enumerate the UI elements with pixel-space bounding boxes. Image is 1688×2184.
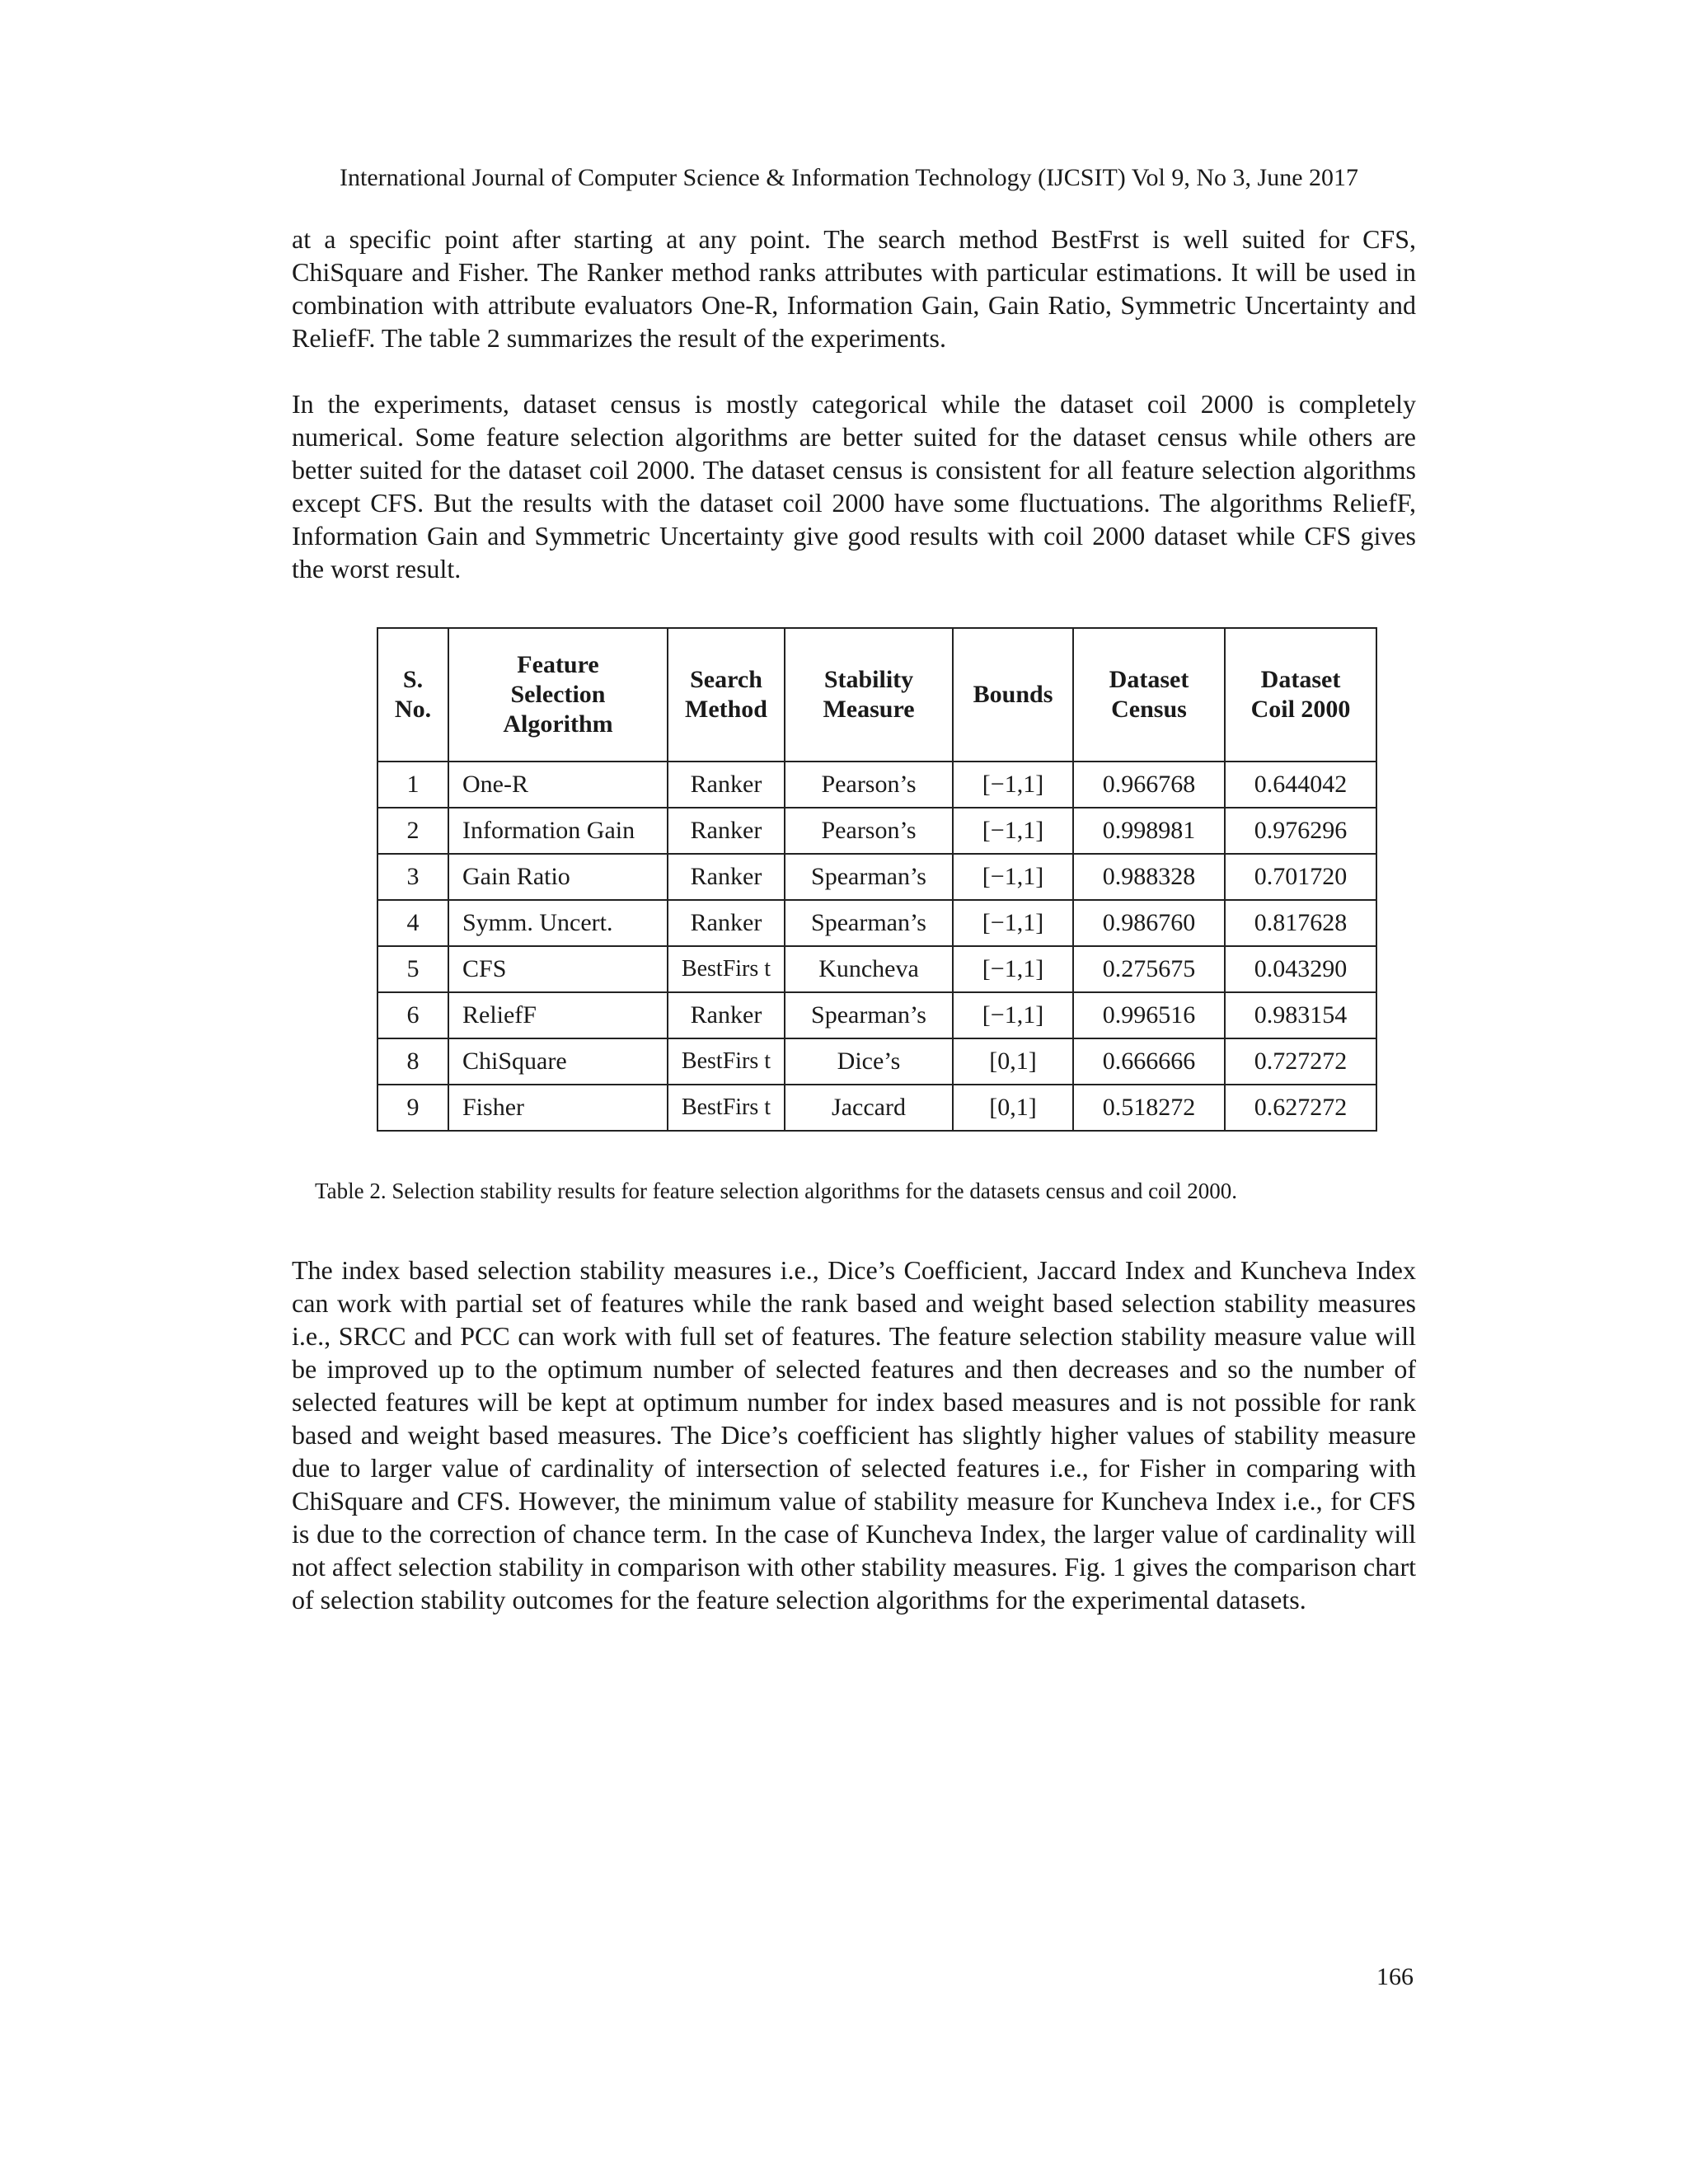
cell-bounds: [−1,1] (953, 808, 1073, 854)
cell-sno: 3 (377, 854, 448, 900)
cell-census: 0.518272 (1073, 1085, 1225, 1131)
cell-sno: 1 (377, 762, 448, 808)
cell-bounds: [0,1] (953, 1085, 1073, 1131)
cell-bounds: [−1,1] (953, 992, 1073, 1038)
cell-stability-measure: Spearman’s (785, 854, 953, 900)
cell-stability-measure: Spearman’s (785, 992, 953, 1038)
table-row (377, 808, 1376, 854)
cell-census: 0.996516 (1073, 992, 1225, 1038)
table-row (377, 900, 1376, 946)
cell-census: 0.986760 (1073, 900, 1225, 946)
cell-search-method: Ranker (668, 808, 785, 854)
cell-coil: 0.727272 (1225, 1038, 1376, 1085)
paragraph-search-methods: at a specific point after starting at any point. The search method BestFrst is well suited for CFS, ChiSquare and Fisher. The Ranker method ranks attributes with particular estimations. It will be used in combination with attribute evaluators One-R, Information Gain, Gain Ratio, Symmetric Uncertainty and ReliefF. The table 2 summarizes the result of the experiments. (292, 224, 1416, 353)
cell-algorithm: Symm. Uncert. (448, 900, 668, 946)
cell-census: 0.966768 (1073, 762, 1225, 808)
cell-algorithm: Fisher (448, 1085, 668, 1131)
header-line: Method (685, 696, 767, 723)
header-line: Dataset (1260, 666, 1341, 693)
cell-algorithm: Information Gain (448, 808, 668, 854)
table-row (377, 762, 1376, 808)
col-header-dataset-census (1073, 628, 1225, 762)
col-header-bounds (953, 628, 1073, 762)
header-line: Bounds (973, 681, 1053, 708)
col-header-sno (377, 628, 448, 762)
results-table-container (377, 627, 1377, 1132)
cell-coil: 0.983154 (1225, 992, 1376, 1038)
cell-search-method: Ranker (668, 992, 785, 1038)
cell-bounds: [−1,1] (953, 854, 1073, 900)
cell-search-method: Ranker (668, 762, 785, 808)
cell-search-method: BestFirs t (668, 1085, 785, 1131)
journal-header: International Journal of Computer Science & Information Technology (IJCSIT) Vol 9, No 3, June 2017 (340, 164, 1359, 191)
paragraph-stability-discussion: The index based selection stability measures i.e., Dice’s Coefficient, Jaccard Index and Kuncheva Index can work with partial set of features while the rank based and weight based selection stability measures i.e., SRCC and PCC can work with full set of features. The feature selection stability measure value will be improved up to the optimum number of selected features and then decreases and so the number of selected features will be kept at optimum number for index based measures and is not possible for rank based and weight based measures. The Dice’s coefficient has slightly higher values of stability measure due to larger value of cardinality of intersection of selected features i.e., for Fisher in comparing with ChiSquare and CFS. However, the minimum value of stability measure for Kuncheva Index i.e., for CFS is due to the correction of chance term. In the case of Kuncheva Index, the larger value of cardinality will not affect selection stability in comparison with other stability measures. Fig. 1 gives the comparison chart of selection stability outcomes for the feature selection algorithms for the experimental datasets. (292, 1255, 1416, 1615)
table-row (377, 946, 1376, 992)
cell-sno: 9 (377, 1085, 448, 1131)
cell-sno: 5 (377, 946, 448, 992)
stability-results-table (377, 627, 1377, 1132)
header-line: Search (690, 666, 762, 693)
cell-coil: 0.043290 (1225, 946, 1376, 992)
cell-coil: 0.627272 (1225, 1085, 1376, 1131)
cell-stability-measure: Spearman’s (785, 900, 953, 946)
cell-algorithm: Gain Ratio (448, 854, 668, 900)
cell-coil: 0.701720 (1225, 854, 1376, 900)
cell-algorithm: ReliefF (448, 992, 668, 1038)
cell-sno: 4 (377, 900, 448, 946)
cell-bounds: [−1,1] (953, 900, 1073, 946)
col-header-stability-measure (785, 628, 953, 762)
cell-stability-measure: Dice’s (785, 1038, 953, 1085)
cell-coil: 0.976296 (1225, 808, 1376, 854)
cell-stability-measure: Pearson’s (785, 808, 953, 854)
cell-census: 0.666666 (1073, 1038, 1225, 1085)
header-line: Algorithm (503, 710, 613, 738)
cell-census: 0.988328 (1073, 854, 1225, 900)
cell-census: 0.275675 (1073, 946, 1225, 992)
cell-stability-measure: Pearson’s (785, 762, 953, 808)
col-header-algorithm (448, 628, 668, 762)
header-line: Measure (823, 696, 915, 723)
cell-search-method: BestFirs t (668, 1038, 785, 1085)
cell-sno: 2 (377, 808, 448, 854)
header-line: Stability (823, 666, 914, 693)
header-line: Selection (510, 681, 606, 708)
header-line: No. (394, 696, 432, 723)
cell-bounds: [−1,1] (953, 946, 1073, 992)
header-line: S. (402, 666, 424, 693)
cell-stability-measure: Kuncheva (785, 946, 953, 992)
cell-sno: 8 (377, 1038, 448, 1085)
col-header-search-method (668, 628, 785, 762)
col-header-dataset-coil (1225, 628, 1376, 762)
cell-algorithm: One-R (448, 762, 668, 808)
cell-bounds: [0,1] (953, 1038, 1073, 1085)
table-row (377, 854, 1376, 900)
cell-census: 0.998981 (1073, 808, 1225, 854)
cell-sno: 6 (377, 992, 448, 1038)
header-line: Dataset (1109, 666, 1189, 693)
cell-coil: 0.644042 (1225, 762, 1376, 808)
table-row (377, 1085, 1376, 1131)
header-line: Census (1111, 696, 1187, 723)
table-row (377, 1038, 1376, 1085)
cell-stability-measure: Jaccard (785, 1085, 953, 1131)
table-row (377, 992, 1376, 1038)
cell-algorithm: CFS (448, 946, 668, 992)
cell-bounds: [−1,1] (953, 762, 1073, 808)
header-line: Feature (517, 651, 599, 678)
cell-coil: 0.817628 (1225, 900, 1376, 946)
table-caption: Table 2. Selection stability results for feature selection algorithms for the datasets census and coil 2000. (315, 1179, 1238, 1203)
table-header-row (377, 628, 1376, 762)
page-number: 166 (1376, 1963, 1414, 1990)
cell-search-method: Ranker (668, 900, 785, 946)
cell-search-method: Ranker (668, 854, 785, 900)
cell-search-method: BestFirs t (668, 946, 785, 992)
header-line: Coil 2000 (1250, 696, 1351, 723)
paragraph-experiments: In the experiments, dataset census is mostly categorical while the dataset coil 2000 is completely numerical. Some feature selection algorithms are better suited for the dataset census while others are better suited for the dataset coil 2000. The dataset census is consistent for all feature selection algorithms except CFS. But the results with the dataset coil 2000 have some fluctuations. The algorithms ReliefF, Information Gain and Symmetric Uncertainty give good results with coil 2000 dataset while CFS gives the worst result. (292, 389, 1416, 583)
cell-algorithm: ChiSquare (448, 1038, 668, 1085)
